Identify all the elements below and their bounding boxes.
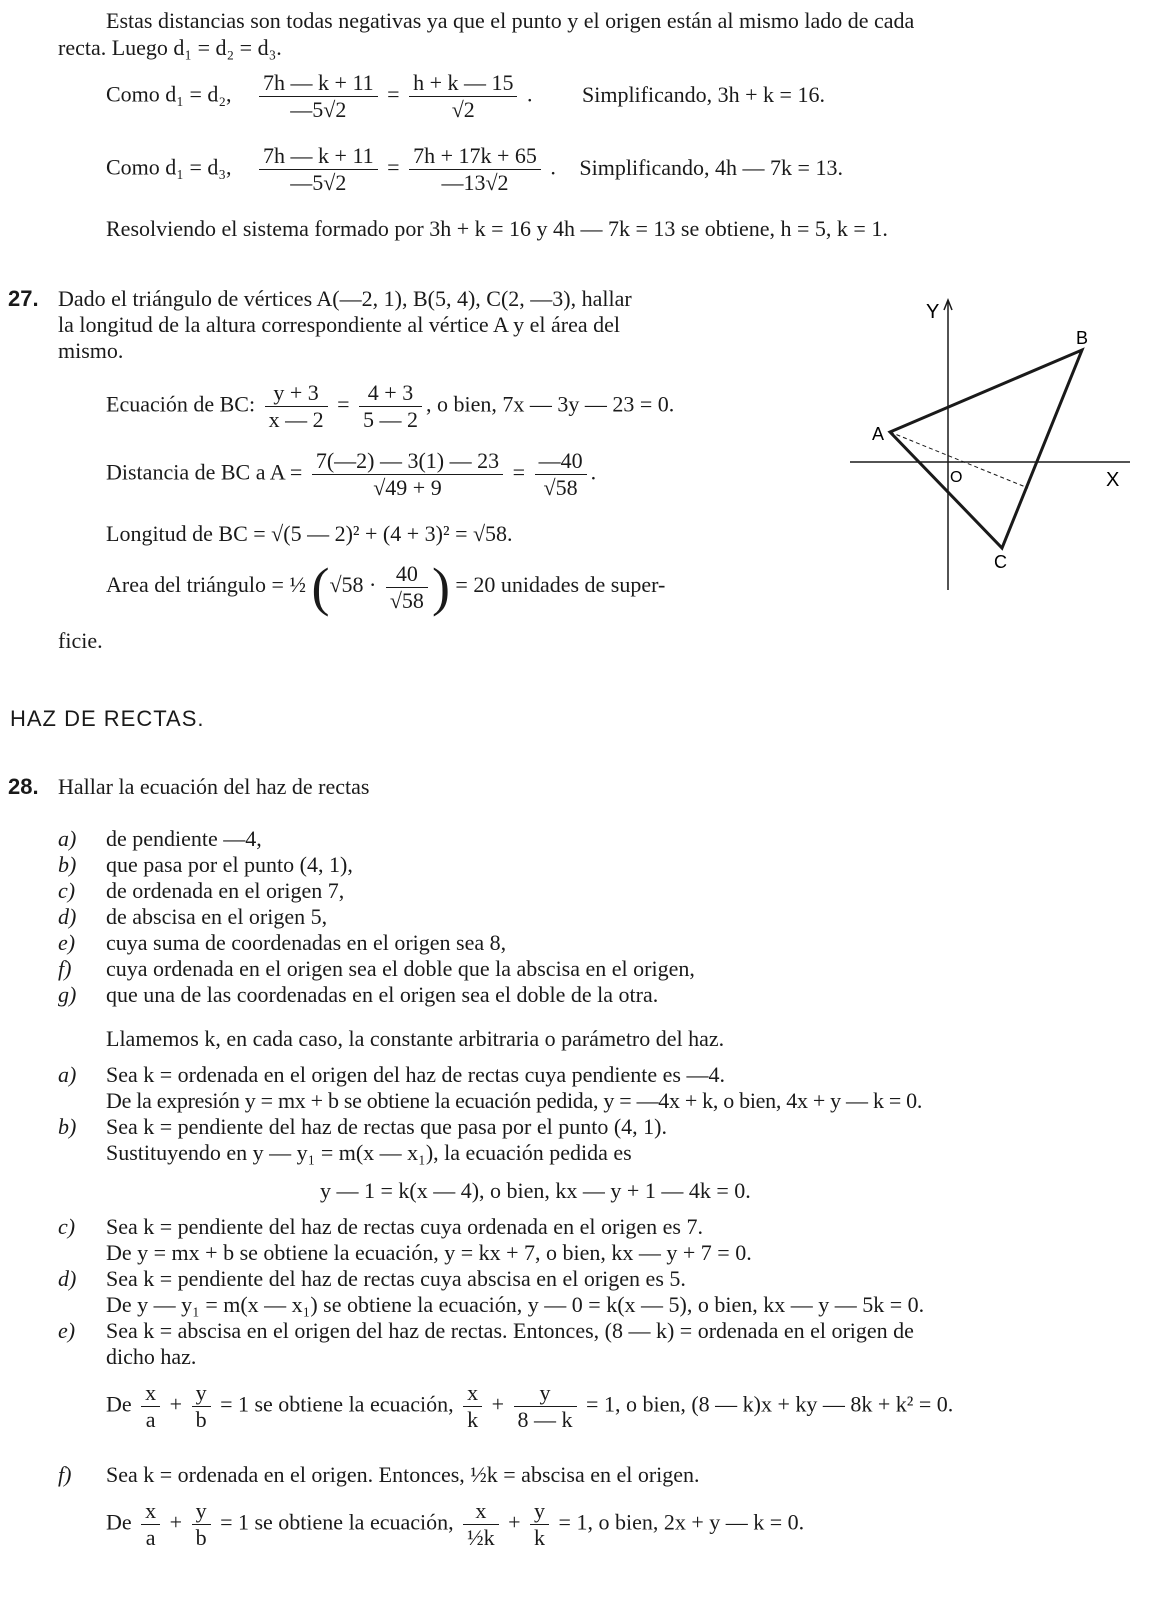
- problem-28-intro: Hallar la ecuación del haz de rectas: [58, 774, 370, 799]
- solution-b: b) Sea k = pendiente del haz de rectas que pasa por el punto (4, 1).: [58, 1114, 667, 1139]
- x-axis-label: X: [1106, 469, 1120, 491]
- frac-y-over-k: $\frac{y}{k}$: [530, 1498, 549, 1551]
- solution-f-equation: De $\frac{x}{a}$ + $\frac{y}{b}$ = 1 se obtiene la ecuación, $\frac{x}{\text{½k}}$ + $\frac{y}{k}$ = 1, o bien, 2x + y — k = 0.: [106, 1498, 805, 1550]
- frac-y-over-8-minus-k: $\frac{y}{8 — k}$: [514, 1380, 577, 1433]
- triangle-abc: [890, 350, 1082, 548]
- frac-x-over-a: $\frac{x}{a}$: [141, 1498, 160, 1551]
- list-item: g) que una de las coordenadas en el origen sea el doble de la otra.: [58, 982, 659, 1007]
- y-axis-label: Y: [926, 301, 940, 323]
- eq2-rhs-fraction: $\frac{7h + 17k + 65}{—13√2}$: [409, 143, 541, 196]
- eq1-tail: Simplificando, 3h + k = 16.: [581, 81, 825, 107]
- eq1-lead: Como d₁ = d₂,: [106, 81, 232, 107]
- solution-f: f) Sea k = ordenada en el origen. Entonces, ½k = abscisa en el origen.: [58, 1462, 700, 1487]
- vertex-a-label: A: [872, 424, 885, 444]
- equation-bc: Ecuación de BC: $\frac{y + 3}{x — 2}$ = $\frac{4 + 3}{5 — 2}$ , o bien, 7x — 3y — 23 = 0.: [106, 380, 675, 432]
- distance-fraction: $\frac{7(—2) — 3(1) — 23}{√49 + 9}$: [312, 448, 503, 501]
- solution-e-line-2: dicho haz.: [106, 1344, 197, 1369]
- solution-e: e) Sea k = abscisa en el origen del haz de rectas. Entonces, (8 — k) = ordenada en el origen de: [58, 1318, 914, 1343]
- eq2-tail: Simplificando, 4h — 7k = 13.: [579, 154, 843, 180]
- length-bc: Longitud de BC = √(5 — 2)² + (4 + 3)² = √58.: [106, 521, 513, 546]
- area-fraction: $\frac{40}{√58}$: [386, 561, 428, 614]
- triangle-diagram: [840, 290, 1140, 600]
- list-item: b) que pasa por el punto (4, 1),: [58, 852, 353, 877]
- distance-bc-a: Distancia de BC a A = $\frac{7(—2) — 3(1) — 23}{√49 + 9}$ = $\frac{—40}{√58}$ .: [106, 448, 597, 500]
- list-item: f) cuya ordenada en el origen sea el doble que la abscisa en el origen,: [58, 956, 695, 981]
- list-item: c) de ordenada en el origen 7,: [58, 878, 345, 903]
- problem-27-number: 27.: [8, 286, 39, 311]
- problem-27-line-1: Dado el triángulo de vértices A(—2, 1), B(5, 4), C(2, —3), hallar: [58, 286, 632, 311]
- solution-d: d) Sea k = pendiente del haz de rectas cuya abscisa en el origen es 5.: [58, 1266, 686, 1291]
- problem-27-line-2: la longitud de la altura correspondiente al vértice A y el área del: [58, 312, 620, 337]
- eq1-lhs-fraction: $\frac{7h — k + 11}{—5√2}$: [259, 70, 378, 123]
- frac-x-over-a: $\frac{x}{a}$: [141, 1380, 160, 1433]
- bc-fraction-1: $\frac{y + 3}{x — 2}$: [265, 380, 328, 433]
- area-continuation: ficie.: [58, 628, 103, 653]
- solution-b-line-2: Sustituyendo en y — y₁ = m(x — x₁), la ecuación pedida es: [106, 1140, 632, 1165]
- solution-a-line-2: De la expresión y = mx + b se obtiene la ecuación pedida, y = —4x + k, o bien, 4x + y — k = 0.: [106, 1088, 923, 1113]
- eq1-rhs-fraction: $\frac{h + k — 15}{√2}$: [409, 70, 517, 123]
- list-item: e) cuya suma de coordenadas en el origen sea 8,: [58, 930, 507, 955]
- origin-label: O: [950, 469, 963, 486]
- problem-28-number: 28.: [8, 774, 39, 799]
- solution-a: a) Sea k = ordenada en el origen del haz de rectas cuya pendiente es —4.: [58, 1062, 725, 1087]
- solution-c: c) Sea k = pendiente del haz de rectas cuya ordenada en el origen es 7.: [58, 1214, 703, 1239]
- solution-b-line-3: y — 1 = k(x — 4), o bien, kx — y + 1 — 4k = 0.: [320, 1178, 751, 1203]
- eq2-lhs-fraction: $\frac{7h — k + 11}{—5√2}$: [259, 143, 378, 196]
- list-item: d) de abscisa en el origen 5,: [58, 904, 328, 929]
- intro-line-1: Estas distancias son todas negativas ya que el punto y el origen están al mismo lado de cada: [106, 8, 915, 33]
- frac-y-over-b: $\frac{y}{b}$: [192, 1380, 211, 1433]
- vertex-b-label: B: [1076, 328, 1089, 348]
- triangle-area: Area del triángulo = ½ (√58 · $\frac{40}{√58}$ ) = 20 unidades de super-: [106, 557, 666, 617]
- vertex-c-label: C: [994, 552, 1007, 572]
- equation-d1-d2: Como d₁ = d₂, $\frac{7h — k + 11}{—5√2}$ = $\frac{h + k — 15}{√2}$ . Simplificando, 3h + k = 16.: [106, 70, 825, 122]
- solve-line: Resolviendo el sistema formado por 3h + k = 16 y 4h — 7k = 13 se obtiene, h = 5, k = 1.: [106, 216, 888, 241]
- list-item: a) de pendiente —4,: [58, 826, 262, 851]
- distance-result-fraction: $\frac{—40}{√58}$: [535, 448, 587, 501]
- frac-y-over-b: $\frac{y}{b}$: [192, 1498, 211, 1551]
- intro-line-2: recta. Luego d₁ = d₂ = d₃.: [58, 35, 282, 60]
- solution-d-line-2: De y — y₁ = m(x — x₁) se obtiene la ecuación, y — 0 = k(x — 5), o bien, kx — y — 5k = 0.: [106, 1292, 925, 1317]
- parameter-note: Llamemos k, en cada caso, la constante arbitraria o parámetro del haz.: [106, 1026, 725, 1051]
- bc-fraction-2: $\frac{4 + 3}{5 — 2}$: [359, 380, 422, 433]
- problem-27-line-3: mismo.: [58, 338, 124, 363]
- eq2-lead: Como d₁ = d₃,: [106, 154, 232, 180]
- solution-c-line-2: De y = mx + b se obtiene la ecuación, y = kx + 7, o bien, kx — y + 7 = 0.: [106, 1240, 752, 1265]
- equation-d1-d3: Como d₁ = d₃, $\frac{7h — k + 11}{—5√2}$ = $\frac{7h + 17k + 65}{—13√2}$ . Simplificando, 4h — 7k = 13.: [106, 143, 843, 195]
- section-heading: HAZ DE RECTAS.: [10, 706, 205, 731]
- frac-x-over-half-k: $\frac{x}{\text{½k}}$: [463, 1498, 499, 1551]
- solution-e-equation: De $\frac{x}{a}$ + $\frac{y}{b}$ = 1 se obtiene la ecuación, $\frac{x}{k}$ + $\frac{y}{8 — k}$ = 1, o bien, (8 — k)x + ky — 8k + k² = 0.: [106, 1380, 954, 1432]
- frac-x-over-k: $\frac{x}{k}$: [463, 1380, 482, 1433]
